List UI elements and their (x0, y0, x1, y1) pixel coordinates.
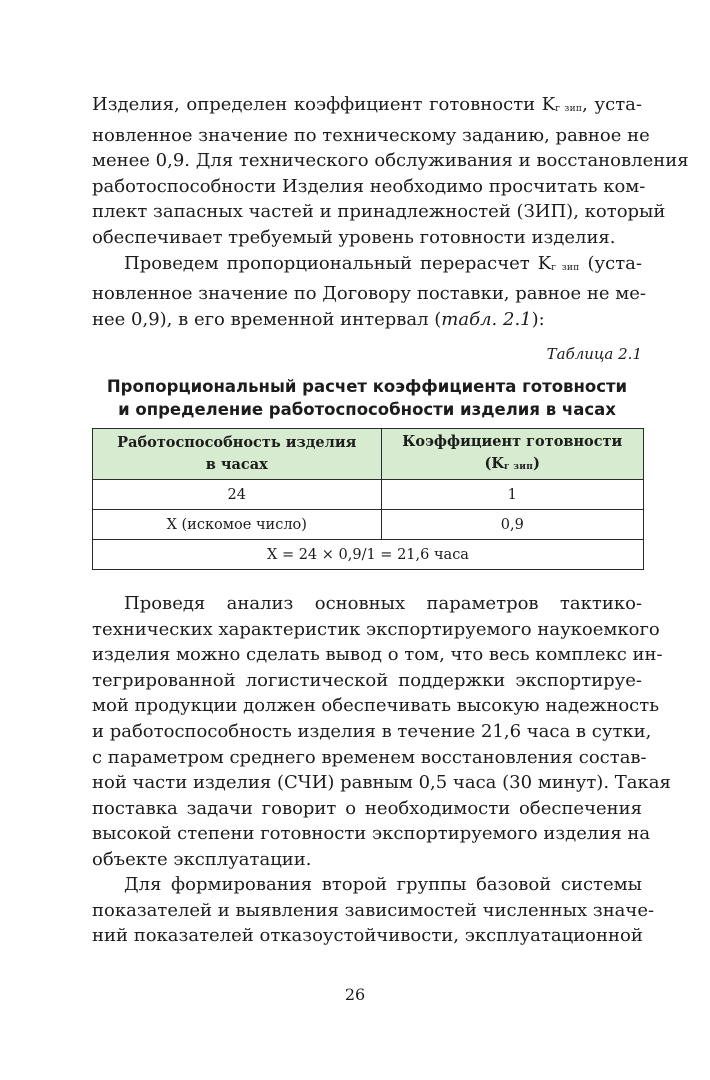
text-line: Проведя анализ основных параметров тактико- (124, 593, 642, 614)
text-line: и работоспособность изделия в течение 21,6 часа в сутки, (92, 720, 652, 742)
text-line: ний показателей отказоустойчивости, эксплуатационной (92, 925, 643, 947)
table-cell: 0,9 (381, 510, 643, 540)
text-line: Изделия, определен коэффициент готовности Kг зип, уста- (92, 94, 642, 115)
table-title (92, 375, 642, 421)
page-number: 26 (344, 985, 366, 1004)
table-reference: табл. 2.1 (441, 308, 532, 330)
paragraph-4 (92, 872, 655, 949)
table-formula-row (93, 540, 644, 570)
text-line: Для формирования второй группы базовой системы (124, 874, 642, 895)
text-line: нее 0,9), в его временной интервал (табл. 2.1): (92, 308, 545, 330)
paragraph-1 (92, 92, 689, 251)
text-line: поставка задачи говорит о необходимости обеспечения (92, 797, 642, 819)
body-text-top (92, 92, 689, 332)
table-title-line: и определение работоспособности изделия в часах (118, 400, 616, 419)
text-line: новленное значение по техническому заданию, равное не (92, 124, 650, 146)
text-line: показателей и выявления зависимостей численных значе- (92, 899, 655, 921)
header-readiness-coefficient: Коэффициент готовности (Kг зип) (381, 429, 643, 480)
text-line: ной части изделия (СЧИ) равным 0,5 часа (30 минут). Такая (92, 772, 671, 794)
text-line: плект запасных частей и принадлежностей (ЗИП), который (92, 201, 666, 223)
text-line: мой продукции должен обеспечивать высокую надежность (92, 695, 660, 717)
text-line: объекте эксплуатации. (92, 848, 312, 870)
body-text-bottom (92, 872, 655, 949)
table-row (93, 510, 644, 540)
text-line: изделия можно сделать вывод о том, что весь комплекс ин- (92, 644, 663, 666)
text-line: технических характеристик экспортируемого наукоемкого (92, 618, 660, 640)
header-workability: Работоспособность изделия в часах (93, 429, 382, 480)
paragraph-3 (92, 591, 671, 873)
text-line: работоспособности Изделия необходимо просчитать ком- (92, 175, 646, 197)
formula-cell: Х = 24 × 0,9/1 = 21,6 часа (93, 540, 644, 570)
data-table (92, 428, 644, 570)
text-line: менее 0,9. Для технического обслуживания и восстановления (92, 150, 689, 172)
text-line: с параметром среднего временем восстановления состав- (92, 746, 647, 768)
table-caption: Таблица 2.1 (546, 345, 642, 363)
text-line: новленное значение по Договору поставки, равное не ме- (92, 283, 646, 305)
text-line: тегрированной логистической поддержки экспортируе- (92, 669, 642, 691)
table-header-row (93, 429, 644, 480)
text-line: высокой степени готовности экспортируемого изделия на (92, 823, 651, 845)
table-title-line: Пропорциональный расчет коэффициента готовности (106, 377, 628, 396)
paragraph-2 (92, 251, 646, 333)
text-line: Проведем пропорциональный перерасчет Kг зип (уста- (124, 252, 642, 274)
table-row (93, 480, 644, 510)
text-line: обеспечивает требуемый уровень готовности изделия. (92, 226, 616, 248)
table-cell: 24 (93, 480, 382, 510)
table-cell: 1 (381, 480, 643, 510)
table-cell: Х (искомое число) (93, 510, 382, 540)
body-text-middle (92, 591, 671, 873)
